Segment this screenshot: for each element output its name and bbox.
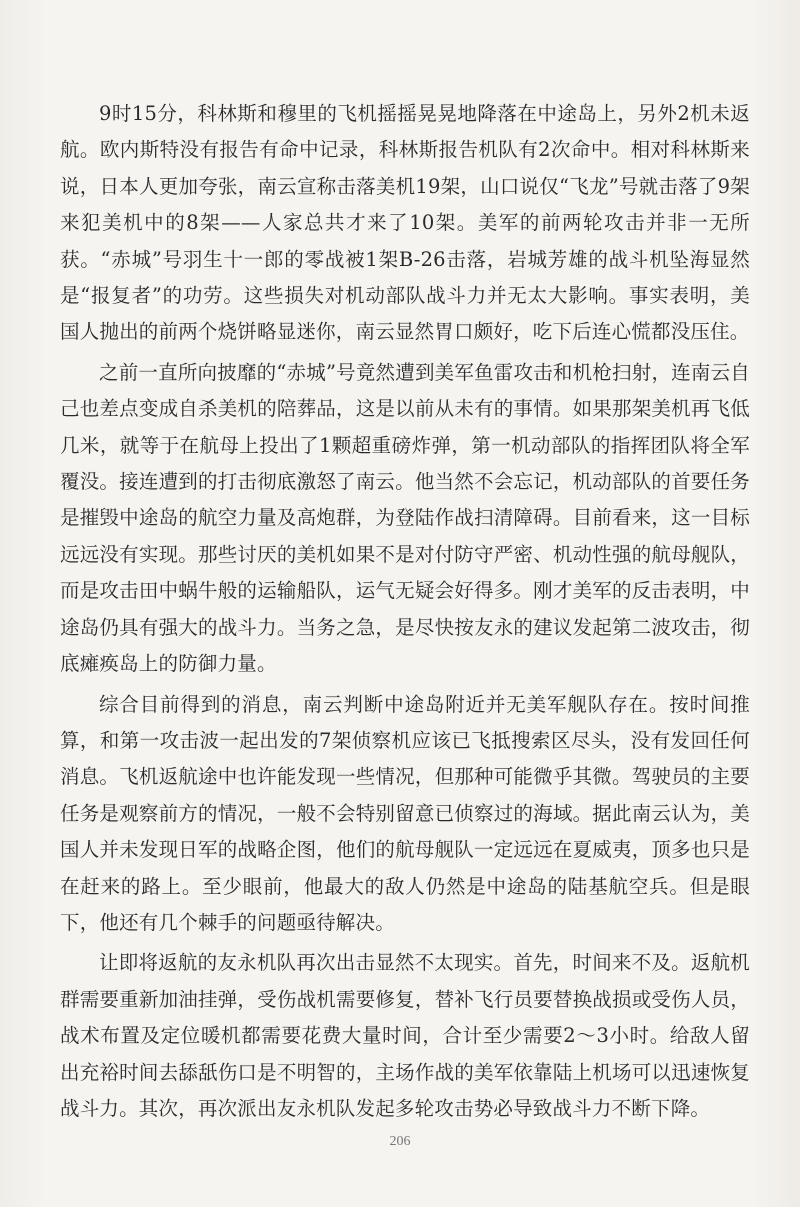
- paragraph-4: 让即将返航的友永机队再次出击显然不太现实。首先，时间来不及。返航机群需要重新加油挂弹，受伤战机需要修复，替补飞行员要替换战损或受伤人员，战术布置及定位暖机都需要花费大量时间，合计至少需要2～3小时。给敌人留出充裕时间去舔舐伤口是不明智的，主场作战的美军依靠陆上机场可以迅速恢复战斗力。其次，再次派出友永机队发起多轮攻击势必导致战斗力不断下降。: [60, 951, 750, 1120]
- paragraph-3: 综合目前得到的消息，南云判断中途岛附近并无美军舰队存在。按时间推算，和第一攻击波一起出发的7架侦察机应该已飞抵搜索区尽头，没有发回任何消息。飞机返航途中也许能发现一些情况，但那种可能微乎其微。驾驶员的主要任务是观察前方的情况，一般不会特别留意已侦察过的海域。据此南云认为，美国人并未发现日军的战略企图，他们的航母舰队一定远远在夏威夷，顶多也只是在赶来的路上。至少眼前，他最大的敌人仍然是中途岛的陆基航空兵。但是眼下，他还有几个棘手的问题亟待解决。: [60, 692, 750, 934]
- paragraph-1: 9时15分，科林斯和穆里的飞机摇摇晃晃地降落在中途岛上，另外2机未返航。欧内斯特没有报告有命中记录，科林斯报告机队有2次命中。相对科林斯来说，日本人更加夸张，南云宣称击落美机19架，山口说仅“飞龙”号就击落了9架来犯美机中的8架——人家总共才来了10架。美军的前两轮攻击并非一无所获。“赤城”号羽生十一郎的零战被1架B-26击落，岩城芳雄的战斗机坠海显然是“报复者”的功劳。这些损失对机动部队战斗力并无太大影响。事实表明，美国人抛出的前两个烧饼略显迷你，南云显然胃口颇好，吃下后连心慌都没压住。: [60, 102, 750, 344]
- page-number: 206: [389, 1134, 411, 1149]
- body-text: [60, 96, 750, 1131]
- paragraph-2: 之前一直所向披靡的“赤城”号竟然遭到美军鱼雷攻击和机枪扫射，连南云自己也差点变成自杀美机的陪葬品，这是以前从未有的事情。如果那架美机再飞低几米，就等于在航母上投出了1颗超重磅炸弹，第一机动部队的指挥团队将全军覆没。接连遭到的打击彻底激怒了南云。他当然不会忘记，机动部队的首要任务是摧毁中途岛的航空力量及高炮群，为登陆作战扫清障碍。目前看来，这一目标远远没有实现。那些讨厌的美机如果不是对付防守严密、机动性强的航母舰队，而是攻击田中蜗牛般的运输船队，运气无疑会好得多。刚才美军的反击表明，中途岛仍具有强大的战斗力。当务之急，是尽快按友永的建议发起第二波攻击，彻底瘫痪岛上的防御力量。: [60, 360, 750, 676]
